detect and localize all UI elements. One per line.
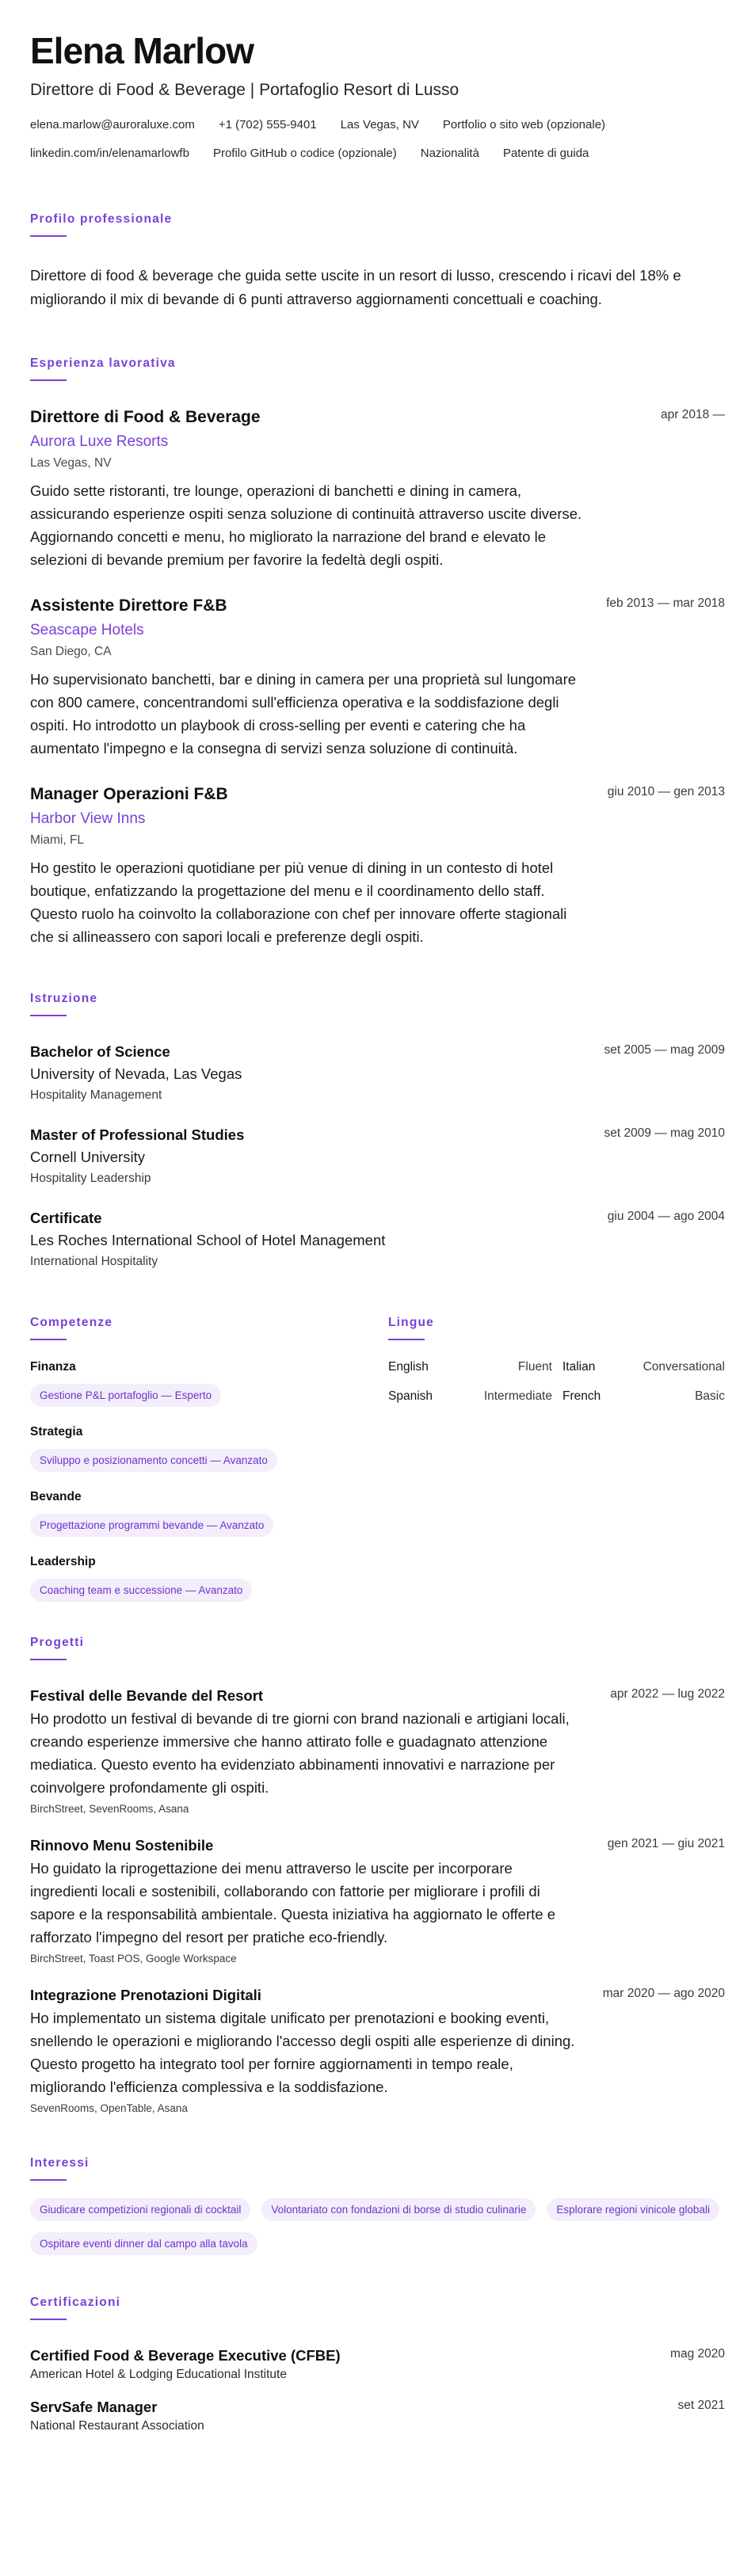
section-divider <box>30 235 67 237</box>
certification-name: Certified Food & Beverage Executive (CFBE) <box>30 2347 341 2364</box>
project-tools: SevenRooms, OpenTable, Asana <box>30 2102 188 2114</box>
section-divider <box>30 379 67 381</box>
job-company: Seascape Hotels <box>30 622 144 638</box>
job-dates: apr 2018 — <box>661 408 725 421</box>
skill-group <box>30 1554 371 1602</box>
candidate-name: Elena Marlow <box>30 30 254 71</box>
job-title: Assistente Direttore F&B <box>30 596 227 615</box>
contact-github[interactable]: Profilo GitHub o codice (opzionale) <box>212 147 397 160</box>
candidate-headline: Direttore di Food & Beverage | Portafoglio Resort di Lusso <box>30 81 459 99</box>
certification-entry <box>30 2397 725 2434</box>
skills-languages-row <box>30 1315 725 1616</box>
section-title: Competenze <box>30 1316 113 1329</box>
skills-section <box>30 1315 371 1602</box>
skill-tag: Sviluppo e posizionamento concetti — Avanzato <box>30 1449 277 1472</box>
education-field: Hospitality Leadership <box>30 1172 151 1185</box>
skill-category: Bevande <box>30 1490 82 1503</box>
job-entry <box>30 595 725 760</box>
section-title: Lingue <box>388 1316 434 1329</box>
project-dates: apr 2022 — lug 2022 <box>610 1687 725 1701</box>
education-school: Les Roches International School of Hotel Management <box>30 1232 386 1248</box>
language-level: Conversational <box>643 1360 725 1374</box>
education-degree: Master of Professional Studies <box>30 1126 245 1143</box>
contact-nationality: Nazionalità <box>420 147 479 160</box>
project-title: Festival delle Bevande del Resort <box>30 1687 264 1704</box>
certification-issuer: National Restaurant Association <box>30 2419 204 2433</box>
language-level: Fluent <box>517 1360 552 1374</box>
job-title: Manager Operazioni F&B <box>30 785 228 803</box>
job-dates: feb 2013 — mar 2018 <box>606 596 725 610</box>
section-divider <box>388 1339 425 1340</box>
profile-section <box>30 211 725 311</box>
language-name: Italian <box>562 1360 596 1374</box>
education-entry <box>30 1125 725 1187</box>
skill-tag: Progettazione programmi bevande — Avanzato <box>30 1514 273 1537</box>
resume-page <box>30 30 725 2434</box>
project-dates: mar 2020 — ago 2020 <box>602 1987 725 2000</box>
project-entry <box>30 1835 725 1966</box>
profile-summary: Direttore di food & beverage che guida sette uscite in un resort di lusso, crescendo i ricavi del 18% e migliorando il mix di bevande di 6 punti attraverso aggiornamenti concettuali e coaching. <box>30 267 681 307</box>
section-title: Interessi <box>30 2156 90 2170</box>
education-field: Hospitality Management <box>30 1088 162 1102</box>
education-degree: Bachelor of Science <box>30 1043 170 1060</box>
language-name: Spanish <box>388 1389 433 1403</box>
experience-section <box>30 356 725 948</box>
skill-group <box>30 1424 371 1472</box>
job-description: Guido sette ristoranti, tre lounge, operazioni di banchetti e dining in camera, assicurando esperienze ospiti senza soluzione di continuità attraverso uscite diverse. Aggiornando concetti e menu, ho migliorato la narrazione del brand e elevato le selezioni di bevande premium per favorire la fedeltà degli ospiti. <box>30 482 582 568</box>
project-tools: BirchStreet, Toast POS, Google Workspace <box>30 1953 237 1964</box>
section-divider <box>30 1015 67 1016</box>
section-divider <box>30 2319 67 2320</box>
project-entry <box>30 1985 725 2116</box>
job-description: Ho gestito le operazioni quotidiane per più venue di dining in un contesto di hotel boutique, enfatizzando la progettazione del menu e il coordinamento dello staff. Questo ruolo ha coinvolto la collaborazione con chef per innovare offerte stagionali che si allineassero con sapori locali e preferenze degli ospiti. <box>30 859 567 945</box>
skill-group <box>30 1489 371 1537</box>
job-title: Direttore di Food & Beverage <box>30 408 261 426</box>
skill-category: Leadership <box>30 1555 96 1568</box>
contact-location: Las Vegas, NV <box>340 118 419 131</box>
section-divider <box>30 2179 67 2181</box>
language-name: English <box>388 1360 429 1374</box>
certification-issuer: American Hotel & Lodging Educational Institute <box>30 2368 287 2381</box>
job-entry <box>30 783 725 948</box>
resume-header <box>30 30 725 161</box>
skill-category: Strategia <box>30 1425 83 1439</box>
section-title: Profilo professionale <box>30 212 173 226</box>
education-entry <box>30 1208 725 1271</box>
education-dates: set 2009 — mag 2010 <box>604 1126 725 1140</box>
certification-date: set 2021 <box>677 2399 725 2412</box>
project-title: Rinnovo Menu Sostenibile <box>30 1837 214 1854</box>
section-divider <box>30 1339 67 1340</box>
skill-group <box>30 1359 371 1407</box>
interest-tag: Esplorare regioni vinicole globali <box>547 2198 719 2221</box>
language-name: French <box>562 1389 601 1403</box>
language-level: Basic <box>695 1389 725 1403</box>
education-field: International Hospitality <box>30 1255 158 1268</box>
language-level: Intermediate <box>483 1389 552 1403</box>
skill-category: Finanza <box>30 1360 76 1374</box>
contact-linkedin[interactable]: linkedin.com/in/elenamarlowfb <box>30 147 189 160</box>
section-divider <box>30 1659 67 1660</box>
contact-phone[interactable]: +1 (702) 555-9401 <box>218 118 317 131</box>
job-entry <box>30 406 725 571</box>
job-company: Harbor View Inns <box>30 810 146 827</box>
project-title: Integrazione Prenotazioni Digitali <box>30 1987 261 2003</box>
job-company: Aurora Luxe Resorts <box>30 433 169 450</box>
education-entry <box>30 1042 725 1104</box>
job-description: Ho supervisionato banchetti, bar e dining in camera per una proprietà sul lungomare con 800 camere, concentrandomi sull'efficienza operativa e la soddisfazione degli ospiti. Ho introdotto un playbook di cross-selling per eventi e catering che ha aumentato l'impegno e la consegna di servizi senza soluzione di continuità. <box>30 671 577 756</box>
job-location: Miami, FL <box>30 833 85 847</box>
section-title: Certificazioni <box>30 2296 121 2309</box>
section-title: Esperienza lavorativa <box>30 356 176 370</box>
contact-list <box>30 117 725 161</box>
contact-email[interactable]: elena.marlow@auroraluxe.com <box>30 118 195 131</box>
education-school: Cornell University <box>30 1149 145 1165</box>
contact-portfolio[interactable]: Portfolio o sito web (opzionale) <box>442 118 606 131</box>
education-section <box>30 991 725 1271</box>
skill-tag: Coaching team e successione — Avanzato <box>30 1579 252 1602</box>
job-location: San Diego, CA <box>30 645 112 658</box>
skill-tag: Gestione P&L portafoglio — Esperto <box>30 1384 221 1407</box>
project-tools: BirchStreet, SevenRooms, Asana <box>30 1803 189 1815</box>
section-title: Istruzione <box>30 992 98 1005</box>
education-degree: Certificate <box>30 1210 102 1226</box>
education-school: University of Nevada, Las Vegas <box>30 1065 242 1082</box>
education-dates: set 2005 — mag 2009 <box>604 1043 725 1057</box>
certification-entry <box>30 2345 725 2383</box>
interest-tag: Giudicare competizioni regionali di cocktail <box>30 2198 250 2221</box>
contact-driving-license: Patente di guida <box>502 147 589 160</box>
interest-tag: Ospitare eventi dinner dal campo alla tavola <box>30 2232 257 2255</box>
section-title: Progetti <box>30 1636 85 1649</box>
certification-name: ServSafe Manager <box>30 2399 158 2415</box>
languages-section <box>388 1315 725 1403</box>
project-dates: gen 2021 — giu 2021 <box>607 1837 725 1850</box>
certification-date: mag 2020 <box>670 2347 725 2361</box>
job-location: Las Vegas, NV <box>30 456 112 470</box>
certifications-section <box>30 2295 725 2434</box>
interest-tag: Volontariato con fondazioni di borse di studio culinarie <box>261 2198 536 2221</box>
project-description: Ho prodotto un festival di bevande di tre giorni con brand nazionali e artigiani locali, creando esperienze immersive che hanno attirato folle e guadagnato attenzione mediatica. Questo evento ha evidenziato abbinamenti innovativi e narrazione per coinvolgere profondamente gli ospiti. <box>30 1710 570 1796</box>
education-dates: giu 2004 — ago 2004 <box>607 1210 725 1223</box>
interest-list <box>30 2198 725 2255</box>
interests-section <box>30 2155 725 2255</box>
projects-section <box>30 1635 725 2116</box>
project-description: Ho guidato la riprogettazione dei menu attraverso le uscite per incorporare ingredienti locali e sostenibili, collaborando con fattorie per migliorare i profili di sapore e la responsabilità ambientale. Questa iniziativa ha aggiornato le offerte e rafforzato l'impegno del resort per pratiche eco-friendly. <box>30 1860 555 1945</box>
job-dates: giu 2010 — gen 2013 <box>607 785 725 798</box>
project-description: Ho implementato un sistema digitale unificato per prenotazioni e booking eventi, snellendo le operazioni e migliorando l'accesso degli ospiti alle esperienze di dining. Questo progetto ha integrato tool per fornire aggiornamenti in tempo reale, migliorando l'efficienza complessiva e la soddisfazione. <box>30 2010 575 2095</box>
project-entry <box>30 1686 725 1816</box>
